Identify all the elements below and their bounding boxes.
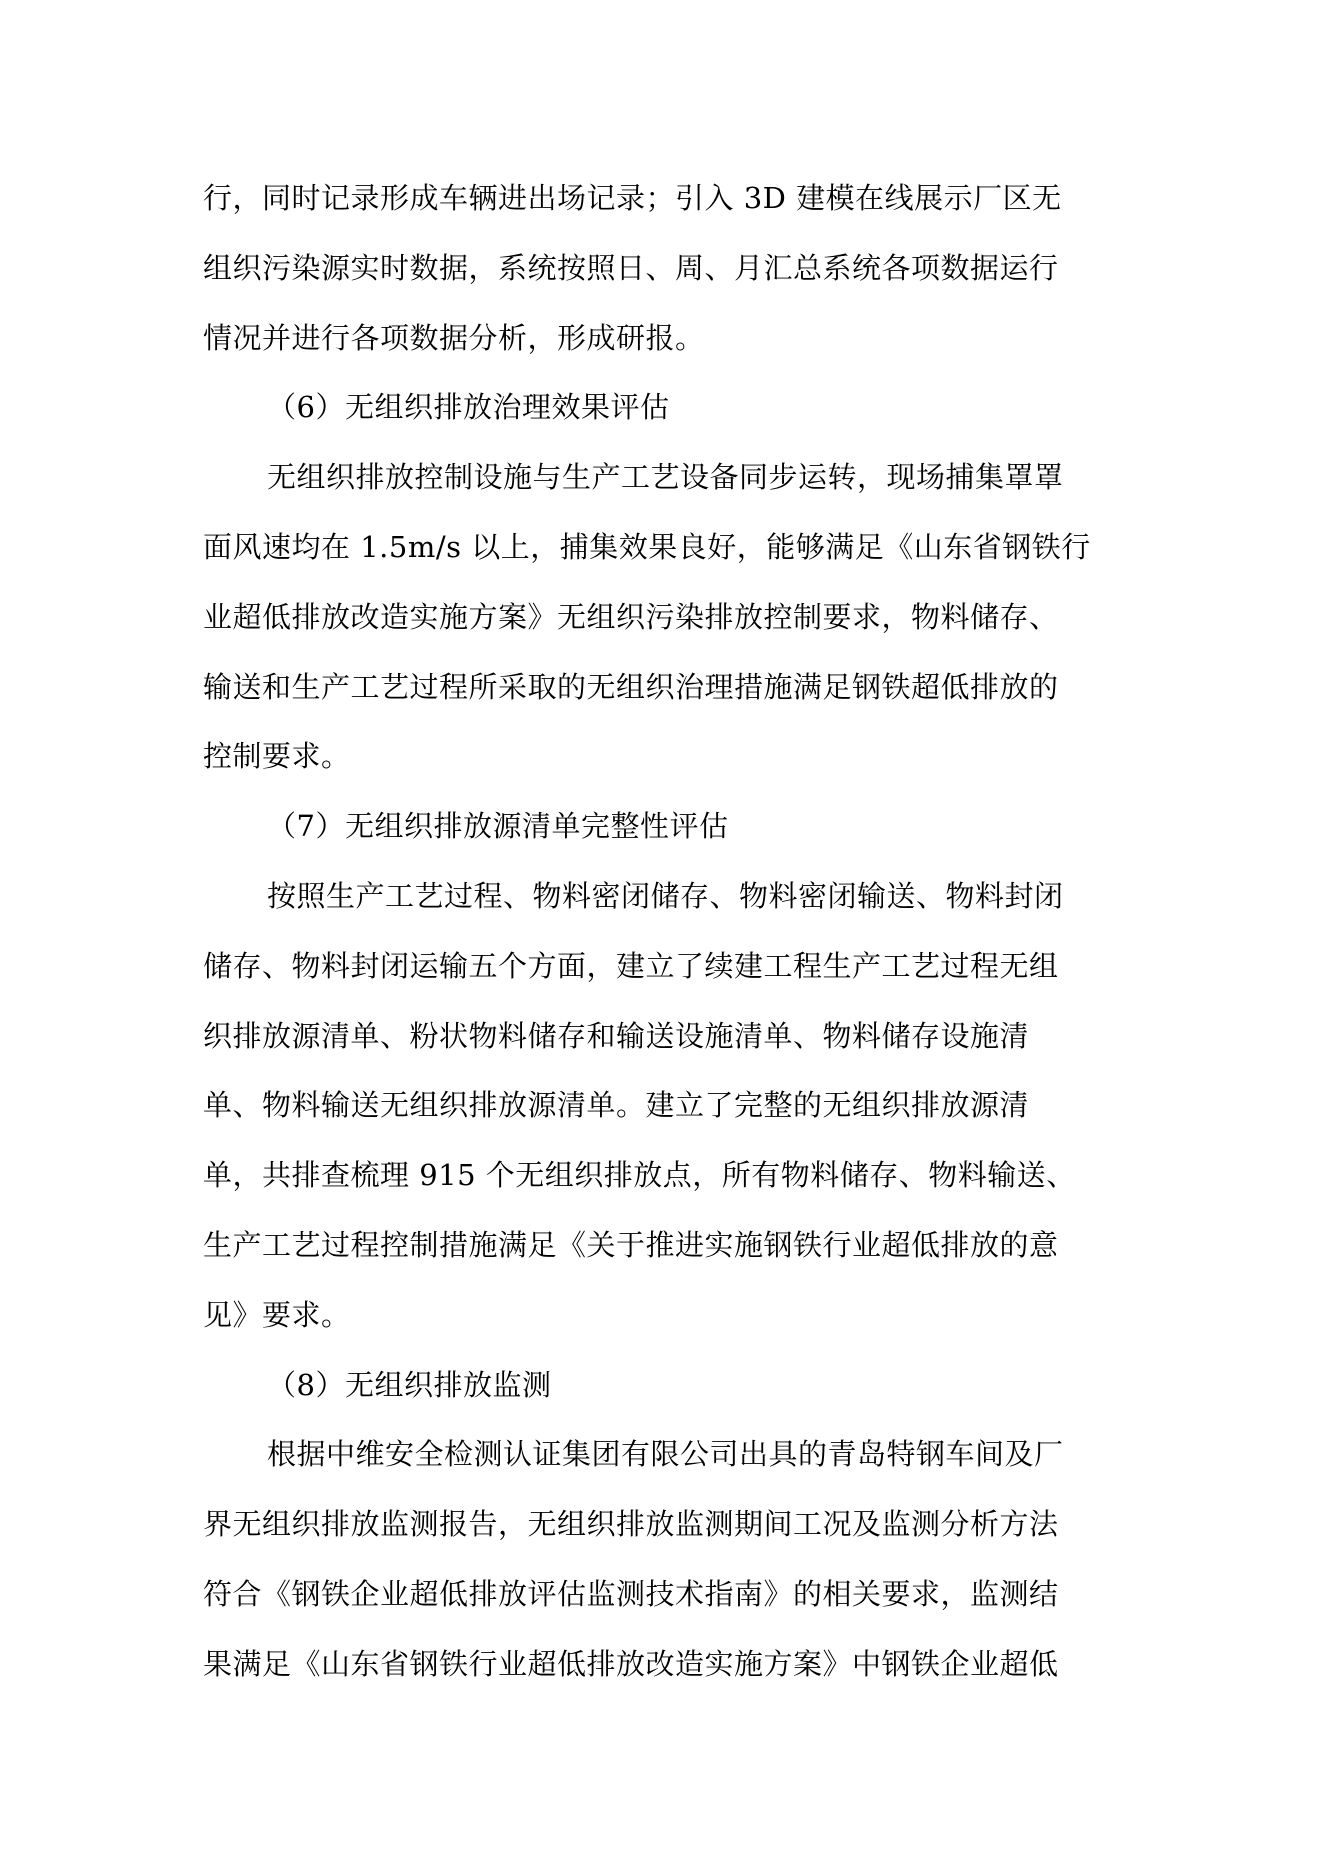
text-line: 生产工艺过程控制措施满足《关于推进实施钢铁行业超低排放的意	[203, 1227, 1059, 1262]
text-line: 面风速均在 1.5m/s 以上，捕集效果良好，能够满足《山东省钢铁行	[203, 529, 1091, 564]
text-line: 见》要求。	[203, 1297, 351, 1332]
paragraph-start: 无组织排放控制设施与生产工艺设备同步运转，现场捕集罩罩	[267, 460, 1064, 495]
paragraph-start: 按照生产工艺过程、物料密闭储存、物料密闭输送、物料封闭	[267, 878, 1064, 913]
text-line: 单，共排查梳理 915 个无组织排放点，所有物料储存、物料输送、	[203, 1158, 1076, 1193]
text-line: 果满足《山东省钢铁行业超低排放改造实施方案》中钢铁企业超低	[203, 1646, 1059, 1681]
section-heading-8: （8）无组织排放监测	[267, 1367, 552, 1402]
text-line: 业超低排放改造实施方案》无组织污染排放控制要求，物料储存、	[203, 599, 1059, 634]
paragraph-start: 根据中维安全检测认证集团有限公司出具的青岛特钢车间及厂	[267, 1437, 1064, 1472]
text-line: 储存、物料封闭运输五个方面，建立了续建工程生产工艺过程无组	[203, 948, 1059, 983]
section-heading-7: （7）无组织排放源清单完整性评估	[267, 809, 729, 844]
text-line: 情况并进行各项数据分析，形成研报。	[203, 320, 705, 355]
section-heading-6: （6）无组织排放治理效果评估	[267, 390, 670, 425]
text-line: 行，同时记录形成车辆进出场记录；引入 3D 建模在线展示厂区无	[203, 181, 1062, 215]
text-line: 符合《钢铁企业超低排放评估监测技术指南》的相关要求，监测结	[203, 1576, 1059, 1611]
text-line: 织排放源清单、粉状物料储存和输送设施清单、物料储存设施清	[203, 1018, 1030, 1053]
text-line: 单、物料输送无组织排放源清单。建立了完整的无组织排放源清	[203, 1088, 1030, 1123]
text-line: 组织污染源实时数据，系统按照日、周、月汇总系统各项数据运行	[203, 250, 1059, 285]
document-body	[203, 168, 1123, 1704]
text-line: 控制要求。	[203, 739, 351, 774]
text-line: 界无组织排放监测报告，无组织排放监测期间工况及监测分析方法	[203, 1507, 1059, 1542]
text-line: 输送和生产工艺过程所采取的无组织治理措施满足钢铁超低排放的	[203, 669, 1059, 704]
